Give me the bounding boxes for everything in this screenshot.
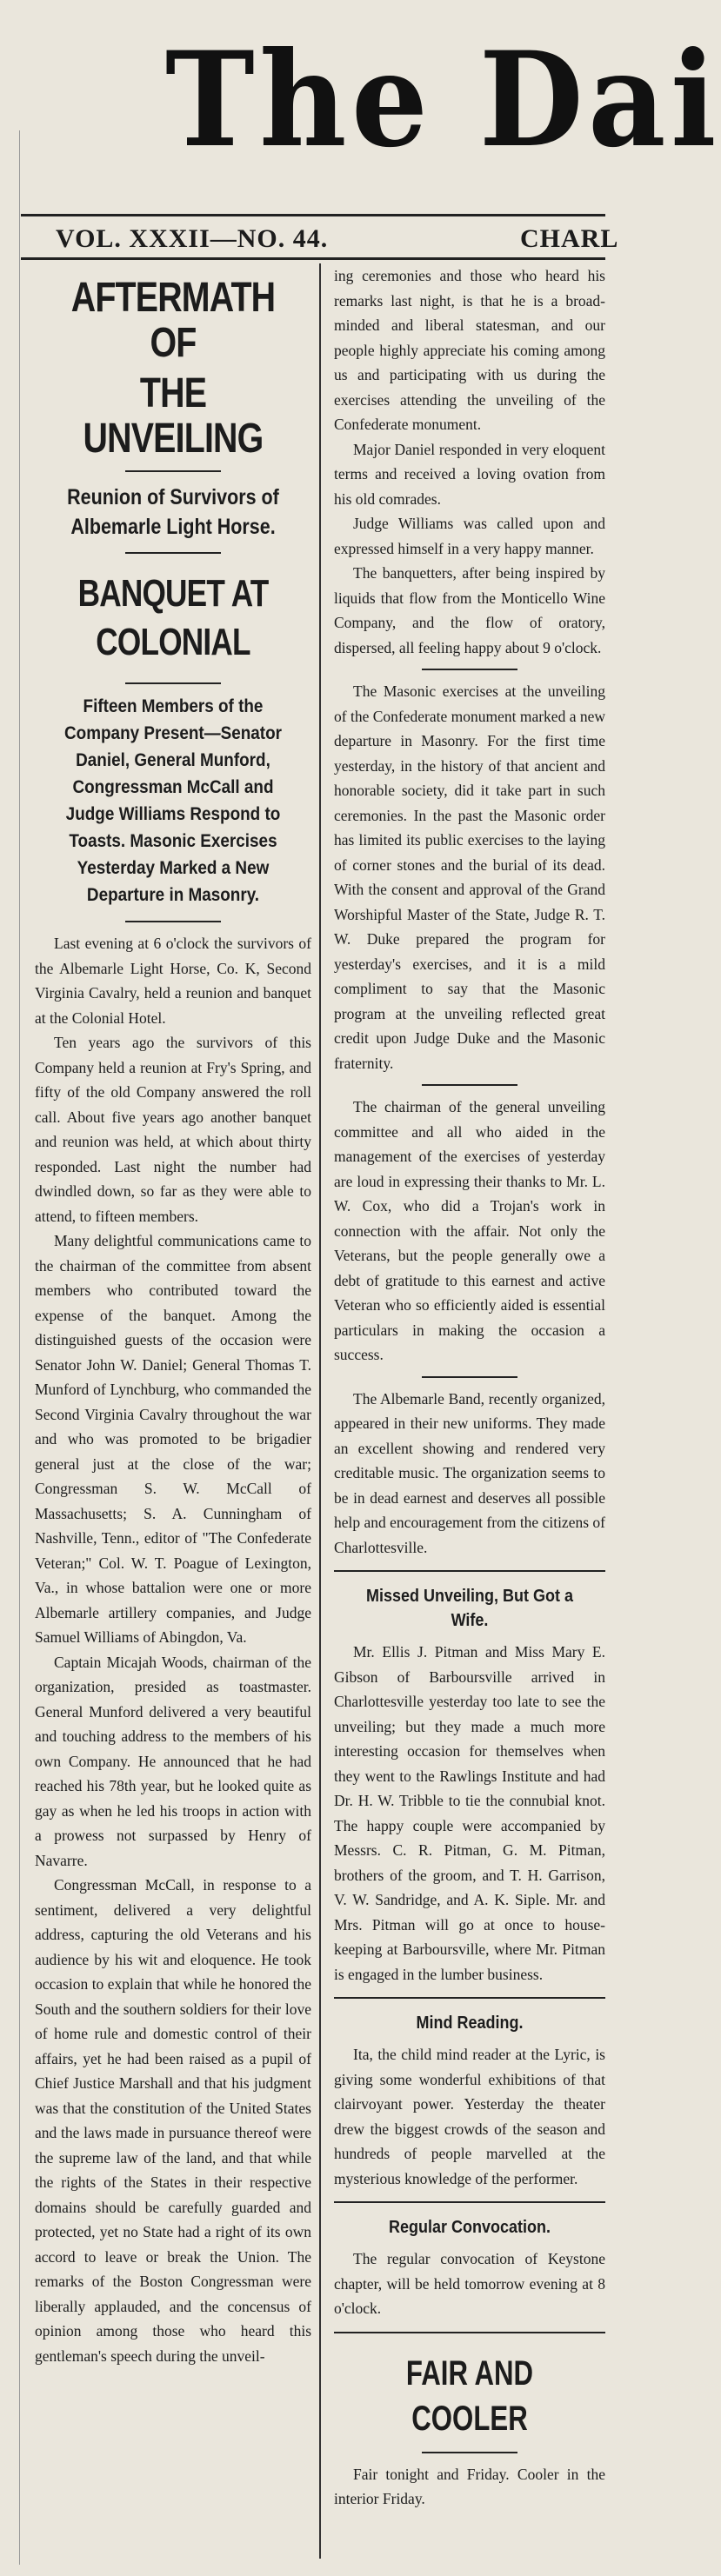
continued-paragraph: Judge Williams was called upon and expressed himself in a very happy manner. (334, 515, 605, 557)
continued-paragraph: The chairman of the general unveiling committee and all who aided in the management of the exercises of yesterday are loud in expressing their thanks to Mr. L. W. Cox, who did a Trojan's work in connection with the affair. Not only the Veterans, but the people generally owe a debt of gratitude to this earnest and active Veteran who so efficiently aided is essential particulars in making the occasion a success. (334, 1098, 605, 1363)
lead-deck: Fifteen Members of the Company Present—Senator Daniel, General Munford, Congressman McCall and Judge Williams Respond to Toasts. Masonic Exercises Yesterday Marked a New Departure in Masonry. (64, 696, 282, 905)
lead-subhead: Reunion of Survivors of Albemarle Light Horse. (67, 485, 279, 539)
column-left (35, 263, 311, 2368)
story-rule (334, 2332, 605, 2333)
story-rule (334, 2201, 605, 2203)
wife-story-paragraph: Mr. Ellis J. Pitman and Miss Mary E. Gibson of Barboursville arrived in Charlottesville yesterday too late to see the unveiling; but they made a much more interesting occasion for themselves when they went to the Rawlings Institute and had Dr. H. W. Tribble to tie the connubial knot. The happy couple were accompanied by Messrs. C. R. Pitman, G. M. Pitman, brothers of the groom, and T. H. Garrison, V. W. Sandridge, and A. K. Siple. Mr. and Mrs. Pitman will go at once to house-keeping at Barboursville, where Mr. Pitman is engaged in the lumber business. (334, 1643, 605, 1983)
weather-headline: FAIR AND COOLER (405, 2353, 534, 2438)
continued-paragraph: Major Daniel responded in very eloquent terms and received a loving ovation from his old comrades. (334, 440, 605, 508)
headline-rule (125, 682, 221, 684)
page-edge-line (19, 130, 20, 2565)
headline-rule (125, 552, 221, 554)
column-right (334, 263, 605, 2512)
lead-paragraph: Last evening at 6 o'clock the survivors of the Albemarle Light Horse, Co. K, Second Virginia Cavalry, held a reunion and banquet at the Colonial Hotel. (35, 935, 311, 1027)
lead-paragraph: Ten years ago the survivors of this Company held a reunion at Fry's Spring, and fifty of the old Company answered the roll call. About five years ago another banquet and reunion was held, at which about thirty responded. Last night the number had dwindled down, so far as they were able to attend, to fifteen members. (35, 1034, 311, 1225)
column-divider (319, 263, 321, 2559)
continued-paragraph: The Masonic exercises at the unveiling of the Confederate monument marked a new departure in Masonry. For the first time yesterday, in the history of that ancient and honorable society, did it take part in such ceremonies. In the past the Masonic order has limited its public exercises to the laying of corner stones and the burial of its dead. With the consent and approval of the Grand Worshipful Master of the State, Judge R. T. W. Duke prepared the program for yesterday's exercises, and it is a mild compliment to say that the Masonic program at the unveiling reflected great credit upon Judge Duke and the Masonic fraternity. (334, 682, 605, 1072)
lead-headline-3: BANQUET AT COLONIAL (77, 572, 269, 663)
lead-headline-2: THE UNVEILING (83, 370, 264, 462)
convocation-paragraph: The regular convocation of Keystone chapter, will be held tomorrow evening at 8 o'clock. (334, 2250, 605, 2317)
continued-paragraph: The banquetters, after being inspired by liquids that flow from the Monticello Wine Company, and the flow of oratory, dispersed, all feeling happy about 9 o'clock. (334, 564, 605, 656)
dateline-city: CHARL (520, 224, 619, 253)
lead-headline-1: AFTERMATH OF (70, 275, 276, 366)
continued-paragraph: ing ceremonies and those who heard his remarks last night, is that he is a broad-minded and liberal statesman, and our people highly appreciate his coming among us and participating with us during the exercises attending the unveiling of the Confederate monument. (334, 267, 605, 433)
story-rule (334, 1997, 605, 1999)
section-rule (422, 669, 517, 670)
volume-number: VOL. XXXII—NO. 44. (56, 224, 329, 253)
continued-paragraph: The Albemarle Band, recently organized, appeared in their new uniforms. They made an excellent showing and rendered very creditable music. The organization seems to be in dead earnest and deserves all possible help and encouragement from the citizens of Charlottesville. (334, 1389, 605, 1556)
lead-paragraph: Captain Micajah Woods, chairman of the organization, presided as toastmaster. General Munford delivered a very beautiful and touching address to the members of his own Company. He announced that he had reached his 78th year, but he looked quite as gay as when he led his troops in action with a prowess not surpassed by Henry of Navarre. (35, 1653, 311, 1869)
weather-forecast: Fair tonight and Friday. Cooler in the interior Friday. (334, 2465, 605, 2507)
lead-paragraph: Many delightful communications came to the chairman of the committee from absent members who contributed toward the expense of the banquet. Among the distinguished guests of the occasion were Senator John W. Daniel; General Thomas T. Munford of Lynchburg, who commanded the Second Virginia Cavalry throughout the war and who was promoted to be brigadier general just at the close of the war; Congressman S. W. McCall of Massachusetts; S. A. Cunningham of Nashville, Tenn., editor of "The Confederate Veteran;" Col. W. T. Poague of Lexington, Va., in whose battalion were one or more Albemarle artillery companies, and Judge Samuel Williams of Abingdon, Va. (35, 1232, 311, 1646)
weather-rule (422, 2452, 517, 2453)
masthead-rule-bottom (21, 257, 605, 260)
mind-story-headline: Mind Reading. (416, 2014, 524, 2033)
headline-rule (125, 470, 221, 472)
wife-story-headline: Missed Unveiling, But Got a Wife. (365, 1587, 574, 1630)
masthead-title: The Dai (165, 23, 721, 176)
section-rule (422, 1376, 517, 1378)
dateline (0, 221, 619, 256)
section-rule (422, 1084, 517, 1086)
headline-rule (125, 921, 221, 922)
mind-story-paragraph: Ita, the child mind reader at the Lyric, is giving some wonderful exhibitions of that clairvoyant power. Yesterday the theater drew the biggest crowds of the season and hundreds of people marvelled at the mysterious knowledge of the performer. (334, 2046, 605, 2187)
convocation-headline: Regular Convocation. (388, 2218, 551, 2237)
masthead-rule-top (21, 214, 605, 216)
lead-paragraph: Congressman McCall, in response to a sentiment, delivered a very delightful address, capturing the old Veterans and his audience by his wit and eloquence. He took occasion to explain that while he honored the South and the southern soldiers for their love of home rule and domestic control of their affairs, yet he had been raised as a pupil of Chief Justice Marshall and that his judgment was that the constitution of the United States and the laws made in pursuance thereof were the supreme law of the land, and that while the rights of the States in their respective domains should be carefully guarded and protected, yet no State had a right of its own accord to leave or break the Union. The remarks of the Boston Congressman were liberally applauded, and the concensus of opinion among those who heard this gentleman's speech during the unveil- (35, 1876, 311, 2365)
story-rule (334, 1570, 605, 1572)
